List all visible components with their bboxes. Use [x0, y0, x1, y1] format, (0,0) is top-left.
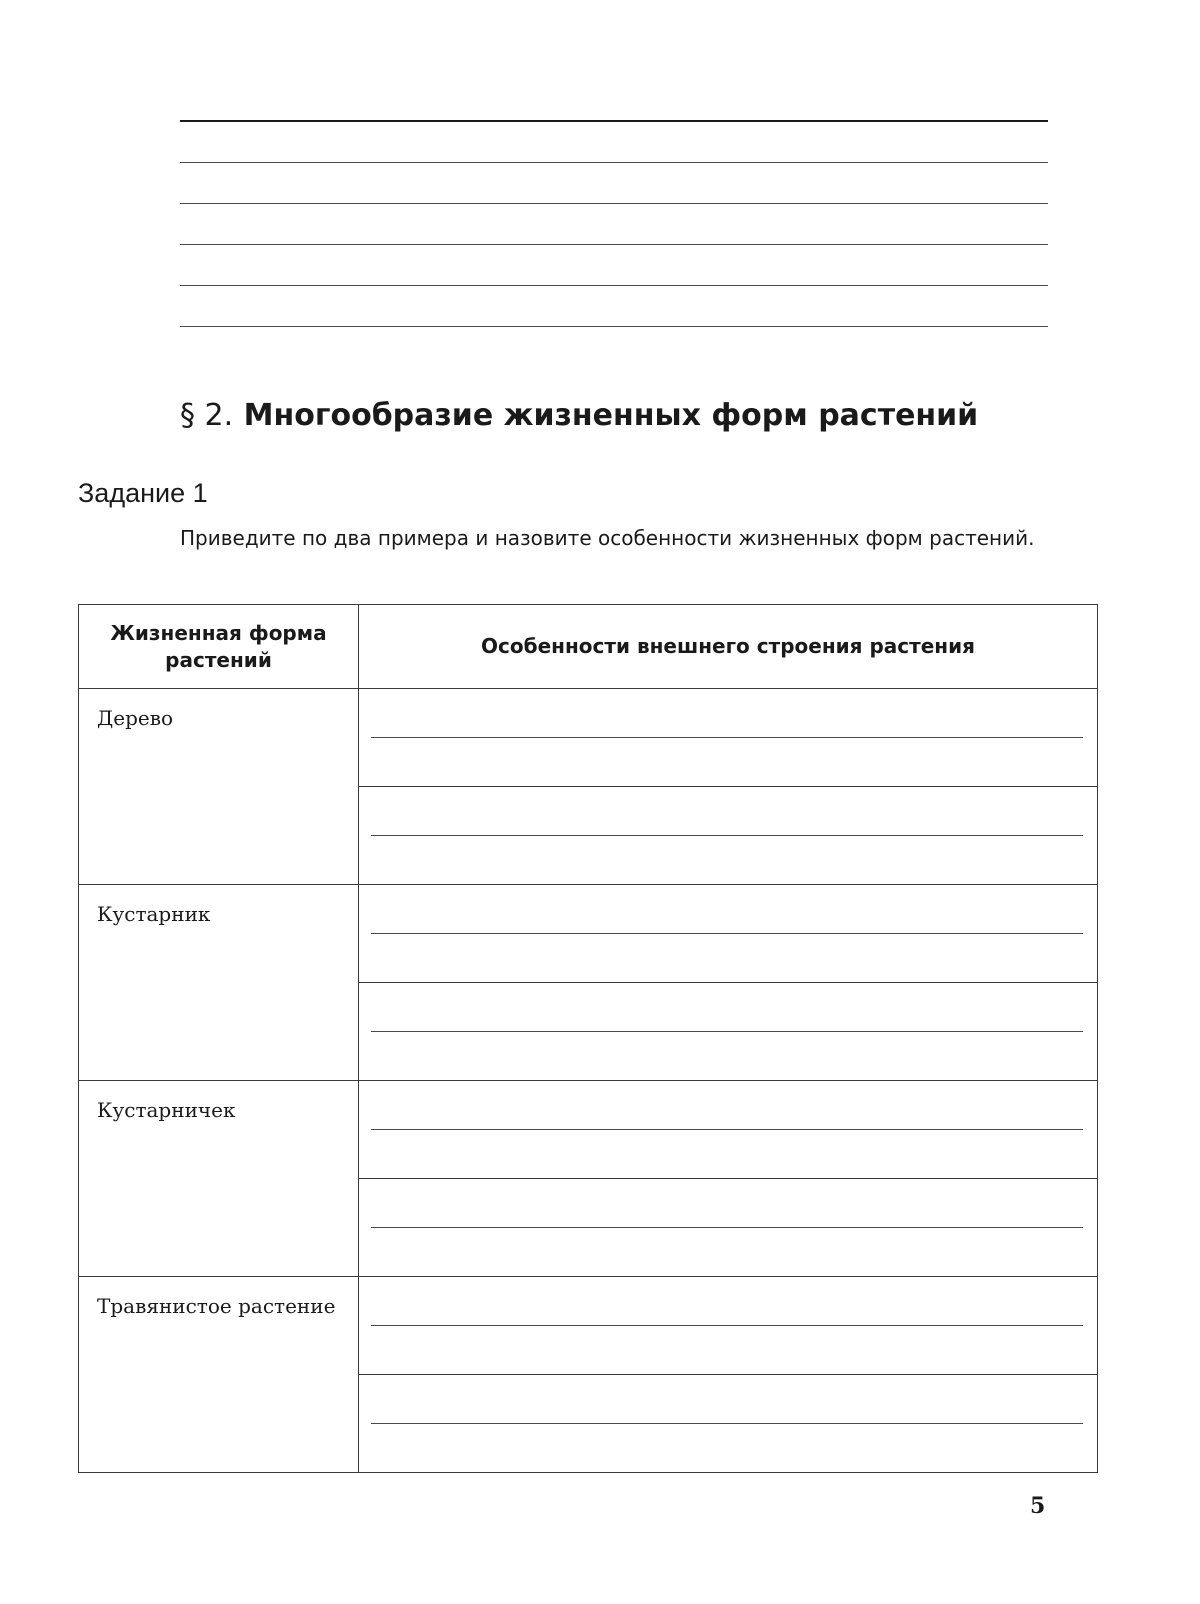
section-title: Многообразие жизненных форм растений [243, 398, 979, 433]
answer-cell[interactable] [359, 1375, 1098, 1473]
section-heading [180, 398, 978, 433]
header-life-form: Жизненная форма растений [79, 605, 359, 689]
page-number: 5 [1030, 1493, 1046, 1519]
answer-line [371, 1227, 1083, 1228]
answer-line[interactable] [180, 204, 1048, 245]
answer-line [371, 1129, 1083, 1130]
answer-line [371, 1031, 1083, 1032]
answer-cell[interactable] [359, 1179, 1098, 1277]
answer-line [371, 737, 1083, 738]
table-header-row [79, 605, 1098, 689]
life-form-name: Дерево [79, 689, 359, 885]
section-sign: § 2. [180, 398, 234, 433]
table-row [79, 689, 1098, 787]
life-form-name: Травянистое растение [79, 1277, 359, 1473]
answer-lines [180, 120, 1048, 327]
life-forms-table [78, 604, 1098, 1473]
answer-line [371, 1325, 1083, 1326]
answer-line [371, 1423, 1083, 1424]
answer-cell[interactable] [359, 787, 1098, 885]
task-title: Задание 1 [78, 478, 208, 508]
answer-cell[interactable] [359, 1081, 1098, 1179]
life-form-name: Кустарник [79, 885, 359, 1081]
table-row [79, 1277, 1098, 1375]
answer-line[interactable] [180, 245, 1048, 286]
task-text: Приведите по два примера и назовите особенности жизненных форм растений. [180, 526, 1035, 550]
answer-line[interactable] [180, 122, 1048, 163]
table-row [79, 1081, 1098, 1179]
table-row [79, 885, 1098, 983]
answer-line[interactable] [180, 163, 1048, 204]
answer-cell[interactable] [359, 885, 1098, 983]
answer-line[interactable] [180, 286, 1048, 327]
answer-line [371, 933, 1083, 934]
answer-cell[interactable] [359, 689, 1098, 787]
answer-line [371, 835, 1083, 836]
answer-cell[interactable] [359, 1277, 1098, 1375]
life-form-name: Кустарничек [79, 1081, 359, 1277]
header-features: Особенности внешнего строения растения [359, 605, 1098, 689]
answer-cell[interactable] [359, 983, 1098, 1081]
